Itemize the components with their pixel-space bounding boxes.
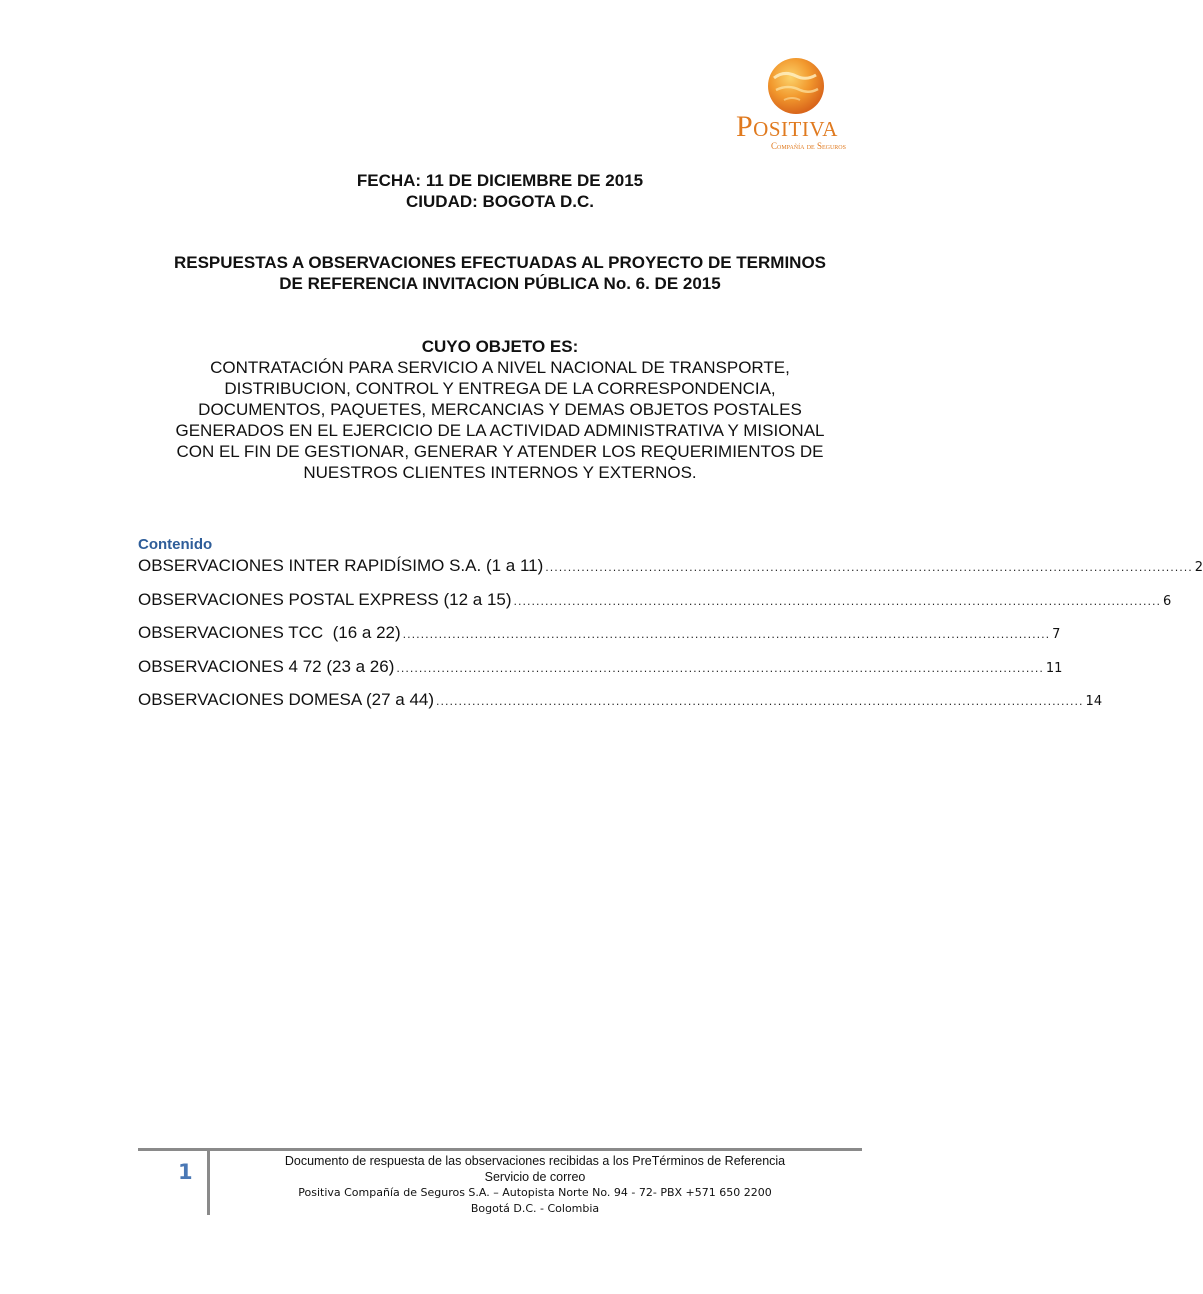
ciudad-line: CIUDAD: BOGOTA D.C.: [406, 192, 594, 211]
table-of-contents: [138, 536, 1203, 724]
toc-leader-dots: ................................................................................................................................................: [513, 594, 1162, 608]
toc-entry[interactable]: [138, 623, 1061, 657]
toc-entry-label[interactable]: OBSERVACIONES 4 72 (23 a 26): [138, 656, 395, 676]
document-title: [138, 252, 862, 294]
footer-line-1: Documento de respuesta de las observaciones recibidas a los PreTérminos de Referencia: [284, 1154, 786, 1168]
objeto-line: NUESTROS CLIENTES INTERNOS Y EXTERNOS.: [303, 463, 697, 482]
toc-entry[interactable]: [138, 556, 1203, 590]
fecha-line: FECHA: 11 DE DICIEMBRE DE 2015: [356, 171, 644, 190]
toc-entry-label[interactable]: OBSERVACIONES TCC (16 a 22): [138, 623, 401, 642]
footer-line-3: Positiva Compañía de Seguros S.A. – Autopista Norte No. 94 - 72- PBX +571 650 2200: [298, 1186, 772, 1199]
toc-entry-label[interactable]: OBSERVACIONES DOMESA (27 a 44): [138, 690, 435, 709]
objeto-line: GENERADOS EN EL EJERCICIO DE LA ACTIVIDAD ADMINISTRATIVA Y MISIONAL: [175, 421, 825, 440]
objeto-line: DISTRIBUCION, CONTROL Y ENTREGA DE LA CORRESPONDENCIA,: [224, 379, 776, 398]
toc-entry-page[interactable]: 6: [1163, 593, 1172, 609]
toc-leader-dots: ................................................................................................................................................: [545, 561, 1193, 574]
toc-entry-page[interactable]: 14: [1085, 694, 1103, 709]
logo-subtitle: Compañía de Seguros: [771, 141, 846, 151]
toc-entry-page[interactable]: 2: [1194, 560, 1203, 575]
toc-entry-label[interactable]: OBSERVACIONES INTER RAPIDÍSIMO S.A. (1 a 11): [138, 556, 544, 575]
footer-divider: [138, 1148, 862, 1151]
toc-entry[interactable]: [138, 589, 1172, 624]
toc-heading: Contenido: [138, 536, 213, 553]
toc-entry[interactable]: [138, 690, 1103, 724]
toc-entry-label[interactable]: OBSERVACIONES POSTAL EXPRESS (12 a 15): [138, 589, 512, 609]
title-line-1: RESPUESTAS A OBSERVACIONES EFECTUADAS AL PROYECTO DE TERMINOS: [173, 253, 827, 272]
objeto-heading: CUYO OBJETO ES:: [421, 337, 579, 356]
toc-entry[interactable]: [138, 656, 1063, 691]
objeto-section: [138, 336, 862, 483]
toc-entry-page[interactable]: 11: [1045, 660, 1063, 676]
footer-line-4: Bogotá D.C. - Colombia: [470, 1202, 600, 1215]
objeto-line: DOCUMENTOS, PAQUETES, MERCANCIAS Y DEMAS OBJETOS POSTALES: [198, 400, 802, 419]
document-header: [138, 170, 862, 212]
footer-text: [210, 1153, 860, 1217]
objeto-line: CON EL FIN DE GESTIONAR, GENERAR Y ATENDER LOS REQUERIMIENTOS DE: [176, 442, 824, 461]
toc-entry-page[interactable]: 7: [1052, 627, 1061, 642]
toc-leader-dots: ................................................................................................................................................: [396, 661, 1044, 675]
page-number: 1: [178, 1160, 193, 1184]
footer-line-2: Servicio de correo: [484, 1170, 586, 1184]
toc-leader-dots: ................................................................................................................................................: [402, 628, 1051, 641]
title-line-2: DE REFERENCIA INVITACION PÚBLICA No. 6. DE 2015: [279, 274, 721, 293]
toc-leader-dots: ................................................................................................................................................: [436, 695, 1084, 708]
logo-wordmark: Positiva: [736, 110, 838, 143]
objeto-line: CONTRATACIÓN PARA SERVICIO A NIVEL NACIONAL DE TRANSPORTE,: [210, 358, 790, 377]
